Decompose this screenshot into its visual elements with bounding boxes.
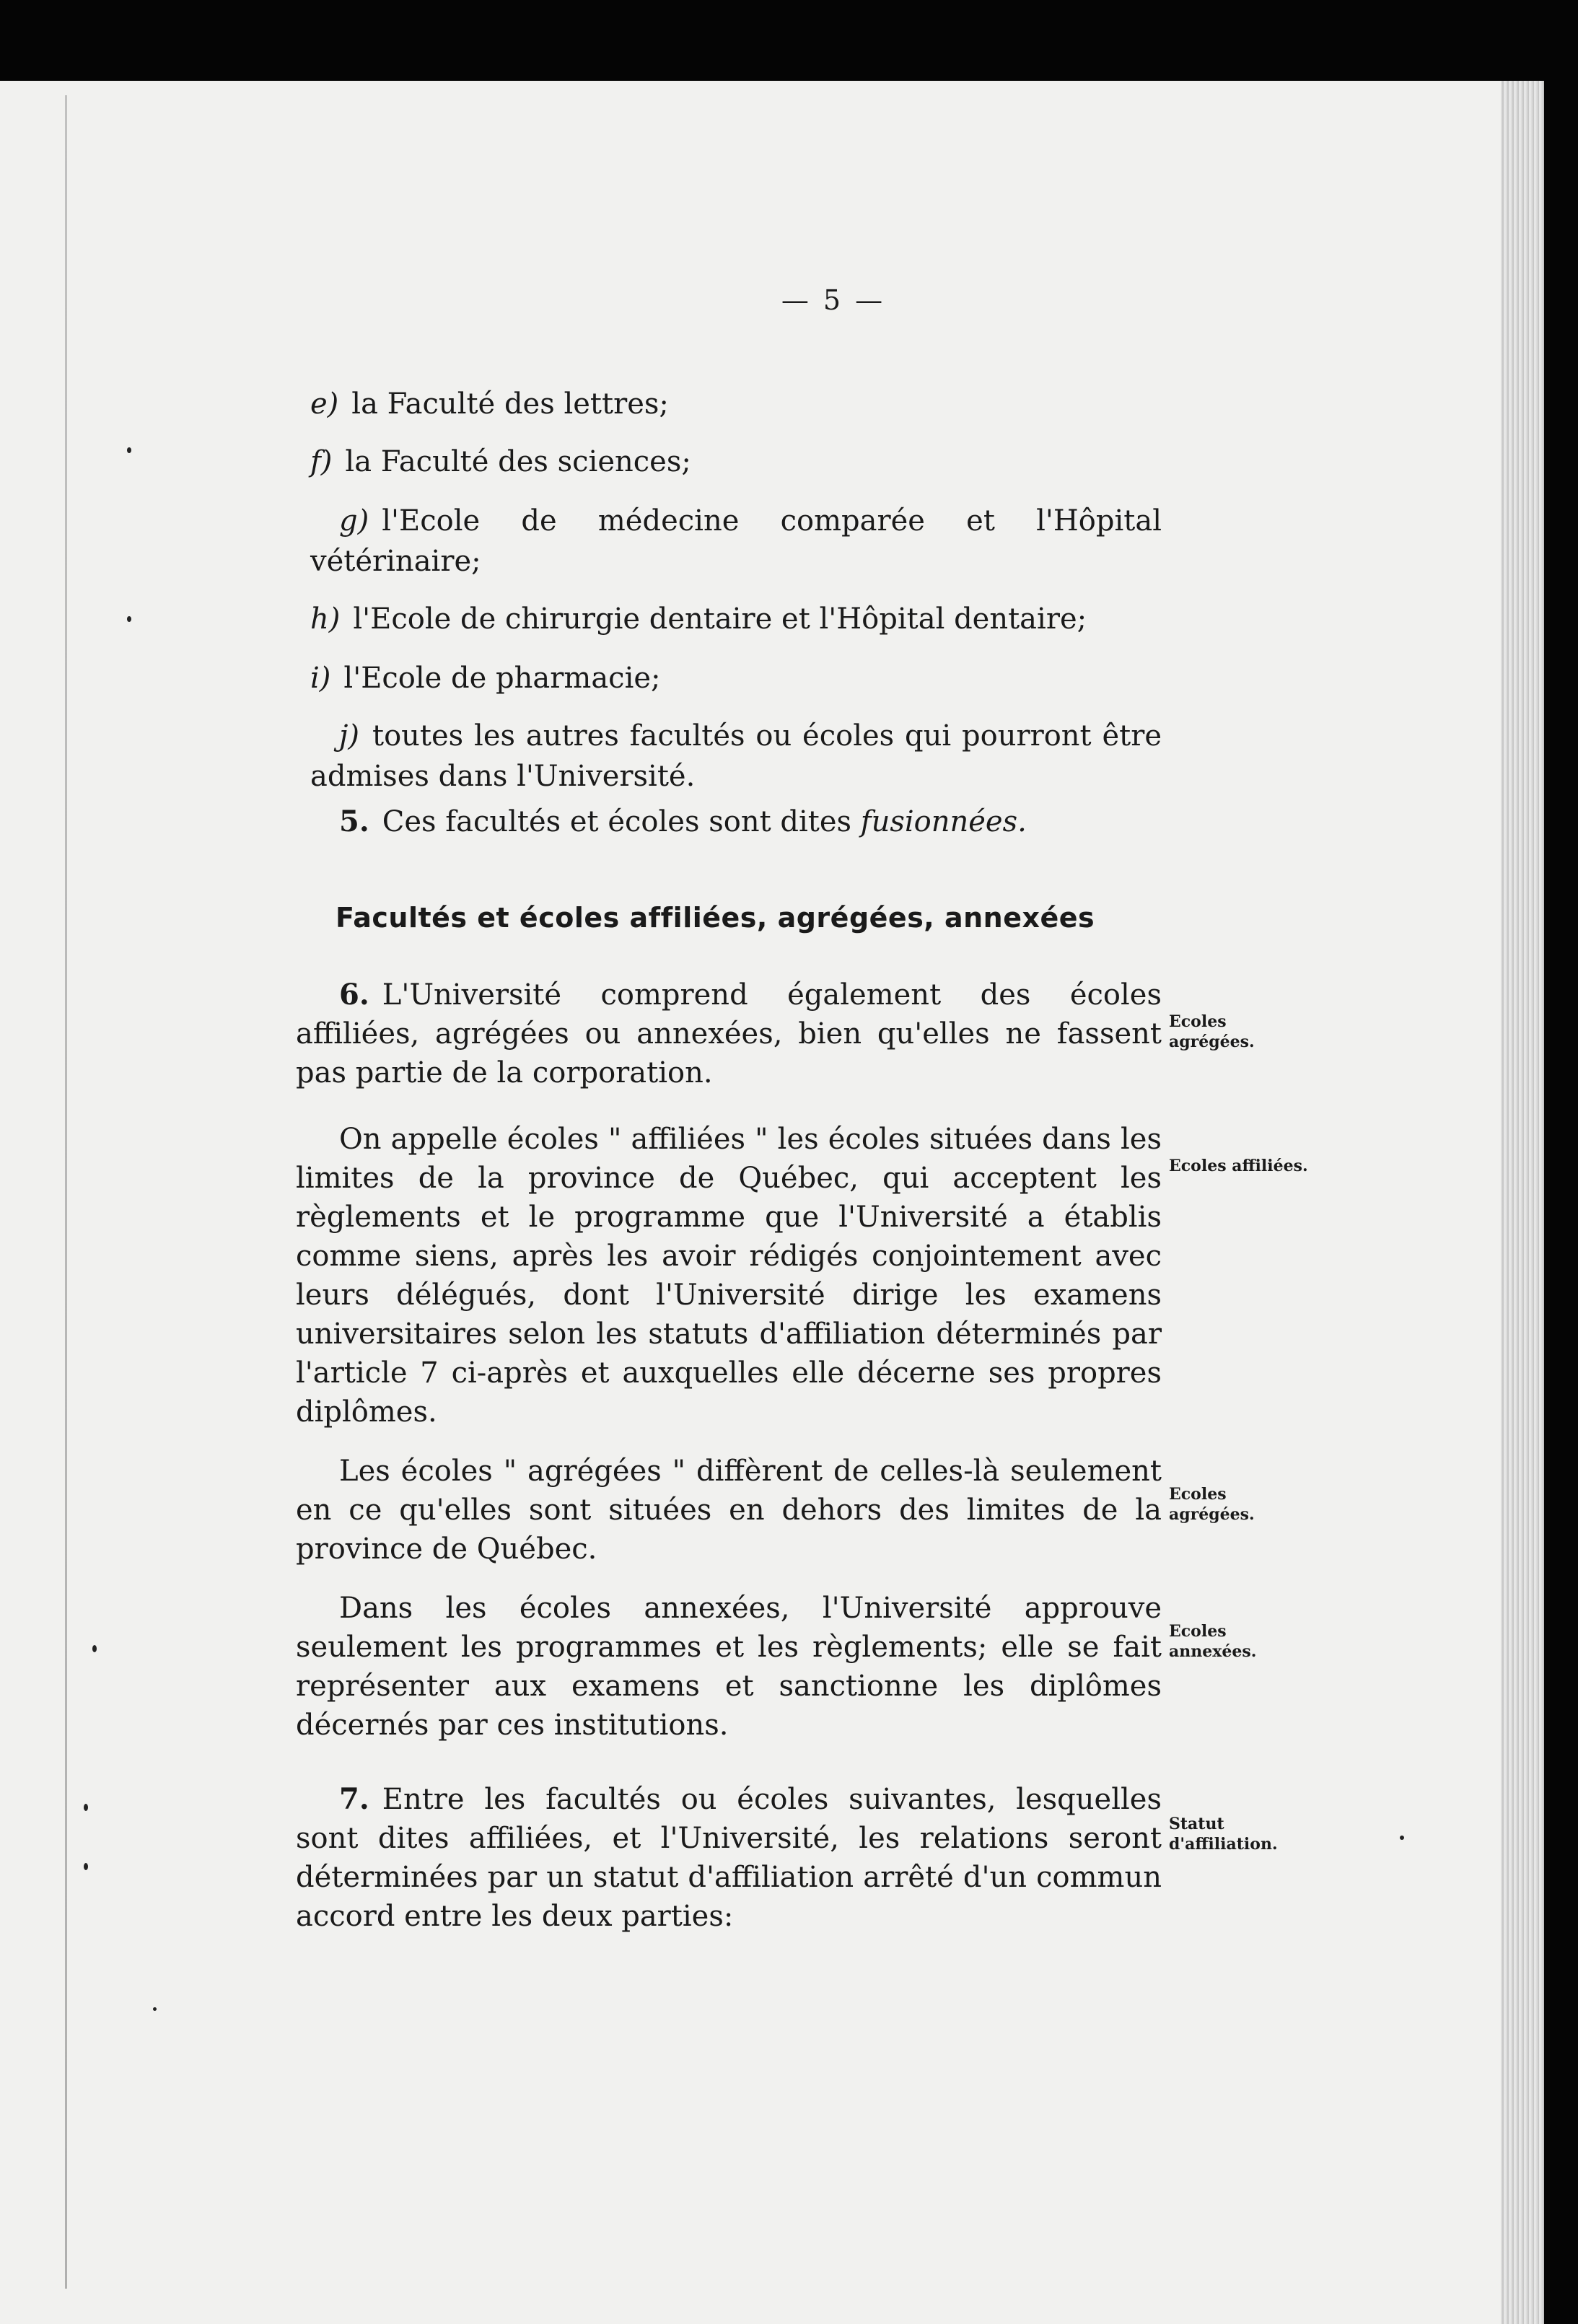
article-text: Entre les facultés ou écoles suivantes, lesquelles sont dites affiliées, et l'Université, les relations seront déterminées par un statut d'affiliation arrêté d'un commun accord entre les deux parties: xyxy=(296,1783,1162,1933)
section-heading: Facultés et écoles affiliées, agrégées, annexées xyxy=(336,902,1095,934)
article-number: 7. xyxy=(339,1782,369,1816)
article-number: 6. xyxy=(339,978,369,1012)
page-number: — 5 — xyxy=(781,284,886,316)
margin-note: Statut d'affiliation. xyxy=(1169,1815,1278,1854)
list-item-label: g) xyxy=(339,504,369,538)
article-5 xyxy=(296,802,1162,841)
list-item-label: j) xyxy=(339,719,360,753)
scan-speck xyxy=(84,1863,88,1870)
article-7 xyxy=(296,1780,1162,1936)
scan-speck xyxy=(1400,1836,1404,1840)
scan-speck xyxy=(127,447,131,453)
article-emphasis: fusionnées. xyxy=(860,805,1027,838)
list-item xyxy=(310,442,1183,482)
list-item-label: h) xyxy=(310,602,341,636)
list-item-text: la Faculté des sciences; xyxy=(345,445,691,478)
scan-speck xyxy=(84,1804,88,1811)
margin-note: Ecoles agrégées. xyxy=(1169,1012,1255,1051)
page-stack-edge xyxy=(1501,81,1544,2324)
paragraph-annexees: Dans les écoles annexées, l'Université approuve seulement les programmes et les règlements; elle se fait représenter aux examens et sanctionne les diplômes décernés par ces institutions. xyxy=(296,1592,1162,1742)
list-item-text: l'Ecole de pharmacie; xyxy=(343,662,661,695)
document-page xyxy=(0,81,1544,2324)
list-item xyxy=(310,599,1183,639)
list-item-label: e) xyxy=(310,387,339,421)
paragraph-affiliees: On appelle écoles " affiliées " les écoles situées dans les limites de la province de Québec, qui acceptent les règlements et le programme que l'Université a établis comme siens, après les avoir rédigés conjointement avec leurs délégués, dont l'Université dirige les examens universitaires selon les statuts d'affiliation déterminés par l'article 7 ci-après et auxquelles elle décerne ses propres diplômes. xyxy=(296,1123,1162,1429)
list-item xyxy=(310,716,1162,797)
margin-note: Ecoles agrégées. xyxy=(1169,1485,1255,1524)
margin-note: Ecoles affiliées. xyxy=(1169,1157,1308,1175)
list-item-label: i) xyxy=(310,662,331,695)
article-text: L'Université comprend également des écoles affiliées, agrégées ou annexées, bien qu'elles ne fassent pas partie de la corporation. xyxy=(296,978,1162,1089)
scan-speck xyxy=(92,1645,97,1652)
list-item xyxy=(310,384,1183,424)
list-item xyxy=(310,658,1183,698)
article-6 xyxy=(296,975,1162,1092)
list-item-text: l'Ecole de médecine comparée et l'Hôpital vétérinaire; xyxy=(310,504,1162,578)
list-item-text: l'Ecole de chirurgie dentaire et l'Hôpital dentaire; xyxy=(353,602,1087,636)
page-binding-edge xyxy=(65,95,67,2289)
scan-speck xyxy=(153,2007,157,2011)
list-item-text: toutes les autres facultés ou écoles qui pourront être admises dans l'Université. xyxy=(310,719,1162,793)
list-item-text: la Faculté des lettres; xyxy=(351,387,669,421)
list-item xyxy=(310,501,1162,582)
list-item-label: f) xyxy=(310,445,333,478)
article-text: Ces facultés et écoles sont dites xyxy=(382,805,852,838)
paragraph-agregees: Les écoles " agrégées " diffèrent de celles-là seulement en ce qu'elles sont situées en dehors des limites de la province de Québec. xyxy=(296,1455,1162,1566)
margin-note: Ecoles annexées. xyxy=(1169,1622,1257,1661)
scan-speck xyxy=(127,616,131,622)
article-number: 5. xyxy=(339,804,369,838)
